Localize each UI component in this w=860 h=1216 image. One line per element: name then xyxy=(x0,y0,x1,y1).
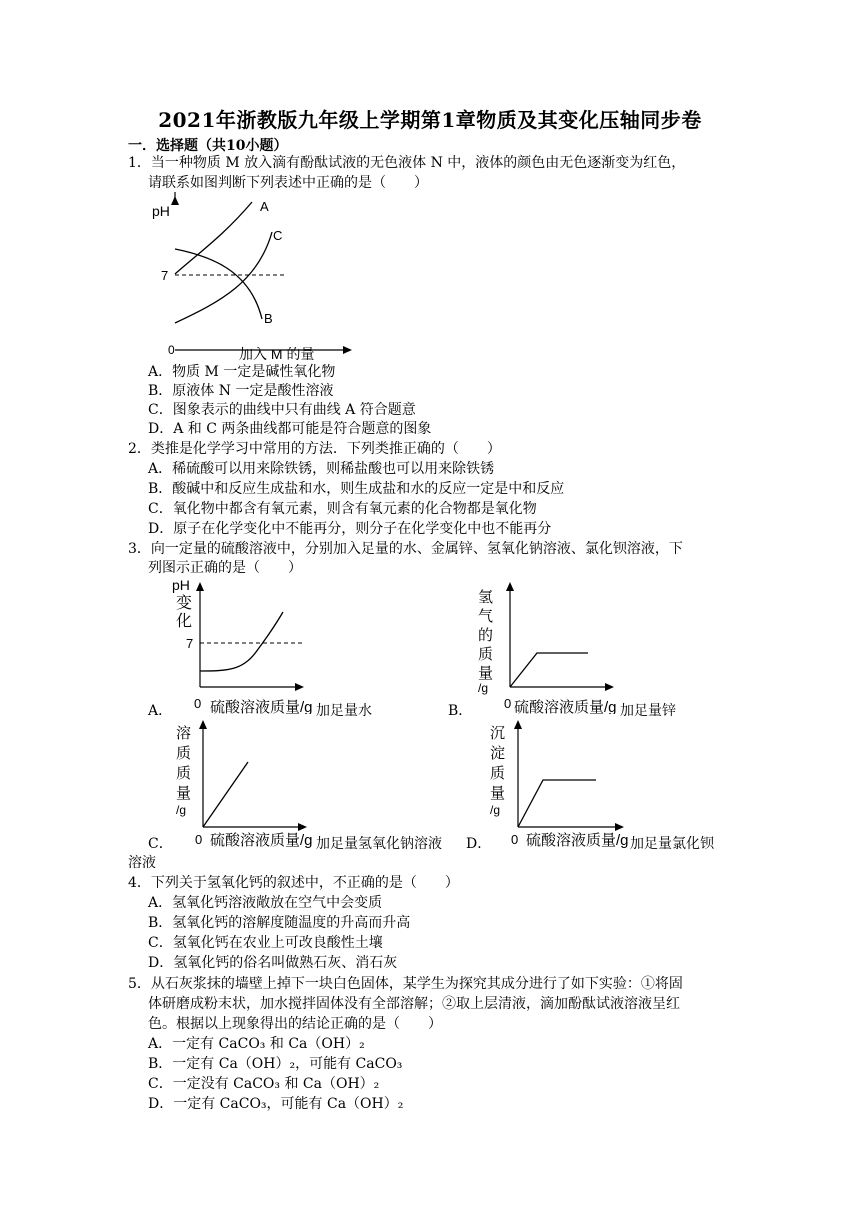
q3b-origin: 0 xyxy=(504,696,512,711)
q4-option-c[interactable]: C．氢氧化钙在农业上可改良酸性土壤 xyxy=(148,935,383,951)
q3-graph-a xyxy=(168,574,328,714)
q3a-xlabel: 硫酸溶液质量/g xyxy=(210,699,313,714)
q5-option-b[interactable]: B．一定有 Ca（OH）₂，可能有 CaCO₃ xyxy=(148,1056,403,1072)
q3d-ylabel-4: 量 xyxy=(490,785,506,802)
q3a-seven: 7 xyxy=(186,636,194,651)
q3d-ylabel-1: 沉 xyxy=(490,725,506,742)
q3-option-d-wrap: 溶液 xyxy=(128,855,156,871)
q1-seven-label: 7 xyxy=(161,268,169,283)
q4-option-a[interactable]: A．氢氧化钙溶液敞放在空气中会变质 xyxy=(148,895,383,911)
q3c-ylabel-3: 质 xyxy=(176,765,192,782)
q2-option-c[interactable]: C．氧化物中都含有氧元素，则含有氧元素的化合物都是氧化物 xyxy=(148,501,537,517)
q3c-ylabel-2: 质 xyxy=(176,745,192,762)
q4-option-d[interactable]: D．氢氧化钙的俗名叫做熟石灰、消石灰 xyxy=(148,955,398,971)
q1-ylabel: pH xyxy=(152,203,170,219)
q4-stem: 4．下列关于氢氧化钙的叙述中，不正确的是（ ） xyxy=(128,875,459,891)
q3-graph-d xyxy=(480,714,640,854)
q3b-ylabel-3: 的 xyxy=(478,627,494,644)
q3-option-b-caption: 加足量锌 xyxy=(620,703,676,719)
q1-option-a[interactable]: A．物质 M 一定是碱性氧化物 xyxy=(148,364,336,380)
q3-graph-c xyxy=(168,714,328,854)
q3c-xlabel: 硫酸溶液质量/g xyxy=(210,832,313,849)
q3a-ylabel-1: pH xyxy=(172,577,190,593)
q3b-ylabel-1: 氢 xyxy=(478,589,494,606)
q3d-xlabel: 硫酸溶液质量/g xyxy=(526,832,629,849)
q3c-ylabel-4: 量 xyxy=(176,785,192,802)
q3d-origin: 0 xyxy=(511,832,519,847)
q3d-curve xyxy=(518,780,596,827)
q1-curve-c xyxy=(175,232,272,323)
q3d-ylabel-2: 淀 xyxy=(490,745,506,762)
q2-stem: 2．类推是化学学习中常用的方法．下列类推正确的（ ） xyxy=(128,441,501,457)
q5-stem-line3: 色。根据以上现象得出的结论正确的是（ ） xyxy=(148,1016,442,1032)
q3b-xlabel: 硫酸溶液质量/g xyxy=(514,699,617,714)
q2-option-d[interactable]: D．原子在化学变化中不能再分，则分子在化学变化中也不能再分 xyxy=(148,521,552,537)
q1-option-b[interactable]: B．原液体 N 一定是酸性溶液 xyxy=(148,383,334,399)
q3a-ylabel-2: 变 xyxy=(176,595,193,612)
q5-stem-line2: 体研磨成粉末状，加水搅拌固体没有全部溶解；②取上层清液，滴加酚酞试液溶液呈红 xyxy=(148,996,680,1012)
q1-x-arrow xyxy=(343,346,352,354)
q3-option-d-letter[interactable]: D． xyxy=(466,836,492,852)
q5-stem-line1: 5．从石灰浆抹的墙壁上掉下一块白色固体，某学生为探究其成分进行了如下实验：①将固 xyxy=(128,976,683,992)
q4-option-b[interactable]: B．氢氧化钙的溶解度随温度的升高而升高 xyxy=(148,915,411,931)
q2-option-b[interactable]: B．酸碱中和反应生成盐和水，则生成盐和水的反应一定是中和反应 xyxy=(148,481,565,497)
q3b-ylabel-4: 质 xyxy=(478,646,494,663)
page-title: 2021年浙教版九年级上学期第1章物质及其变化压轴同步卷 xyxy=(158,108,702,132)
q3d-ylabel-3: 质 xyxy=(490,765,506,782)
q3-option-a-caption: 加足量水 xyxy=(316,703,372,719)
q3-stem-line1: 3．向一定量的硫酸溶液中，分别加入足量的水、金属锌、氢氧化钠溶液、氯化钡溶液，下 xyxy=(128,541,683,557)
q1-xlabel: 加入 M 的量 xyxy=(239,346,315,362)
q1-option-c[interactable]: C．图象表示的曲线中只有曲线 A 符合题意 xyxy=(148,402,416,418)
q1-label-a: A xyxy=(260,199,269,214)
q3c-origin: 0 xyxy=(195,832,203,847)
q1-stem-line1: 1．当一种物质 M 放入滴有酚酞试液的无色液体 N 中，液体的颜色由无色逐渐变为红色， xyxy=(128,155,686,171)
q3b-curve xyxy=(510,653,588,687)
q3-option-c-caption: 加足量氢氧化钠溶液 xyxy=(316,836,442,852)
q3-option-b-letter[interactable]: B． xyxy=(448,703,473,719)
q1-label-b: B xyxy=(264,311,273,326)
q1-stem-line2: 请联系如图判断下列表述中正确的是（ ） xyxy=(148,175,428,191)
q3-graph-b xyxy=(470,574,630,714)
q3b-ylabel-2: 气 xyxy=(478,608,494,625)
q2-option-a[interactable]: A．稀硫酸可以用来除铁锈，则稀盐酸也可以用来除铁锈 xyxy=(148,461,495,477)
q5-option-a[interactable]: A．一定有 CaCO₃ 和 Ca（OH）₂ xyxy=(148,1036,365,1052)
q3c-ylabel-1: 溶 xyxy=(176,725,192,742)
q3-option-c-letter[interactable]: C． xyxy=(148,836,173,852)
q1-origin-label: 0 xyxy=(168,343,175,357)
q1-option-d[interactable]: D．A 和 C 两条曲线都可能是符合题意的图象 xyxy=(148,421,432,437)
q5-option-d[interactable]: D．一定有 CaCO₃，可能有 Ca（OH）₂ xyxy=(148,1096,404,1112)
q3a-ylabel-3: 化 xyxy=(176,613,193,630)
q5-option-c[interactable]: C．一定没有 CaCO₃ 和 Ca（OH）₂ xyxy=(148,1076,380,1092)
q3-stem-line2: 列图示正确的是（ ） xyxy=(148,560,302,576)
q1-label-c: C xyxy=(273,228,283,243)
q3b-ylabel-6: /g xyxy=(478,681,489,695)
q1-curve-a xyxy=(175,202,252,274)
q1-y-arrow xyxy=(171,196,179,205)
q3b-ylabel-5: 量 xyxy=(478,665,494,682)
q1-curve-b xyxy=(175,249,262,319)
q3-option-d-caption: 加足量氯化钡 xyxy=(630,836,714,852)
q3d-ylabel-5: /g xyxy=(490,803,501,817)
q3c-curve xyxy=(203,762,248,827)
q3-option-a-letter[interactable]: A． xyxy=(148,703,173,719)
q3c-ylabel-5: /g xyxy=(176,803,187,817)
section-heading: 一．选择题（共10小题） xyxy=(128,138,288,154)
q1-ph-graph xyxy=(140,192,360,364)
q3a-origin: 0 xyxy=(194,696,202,711)
q3a-curve xyxy=(200,612,283,671)
